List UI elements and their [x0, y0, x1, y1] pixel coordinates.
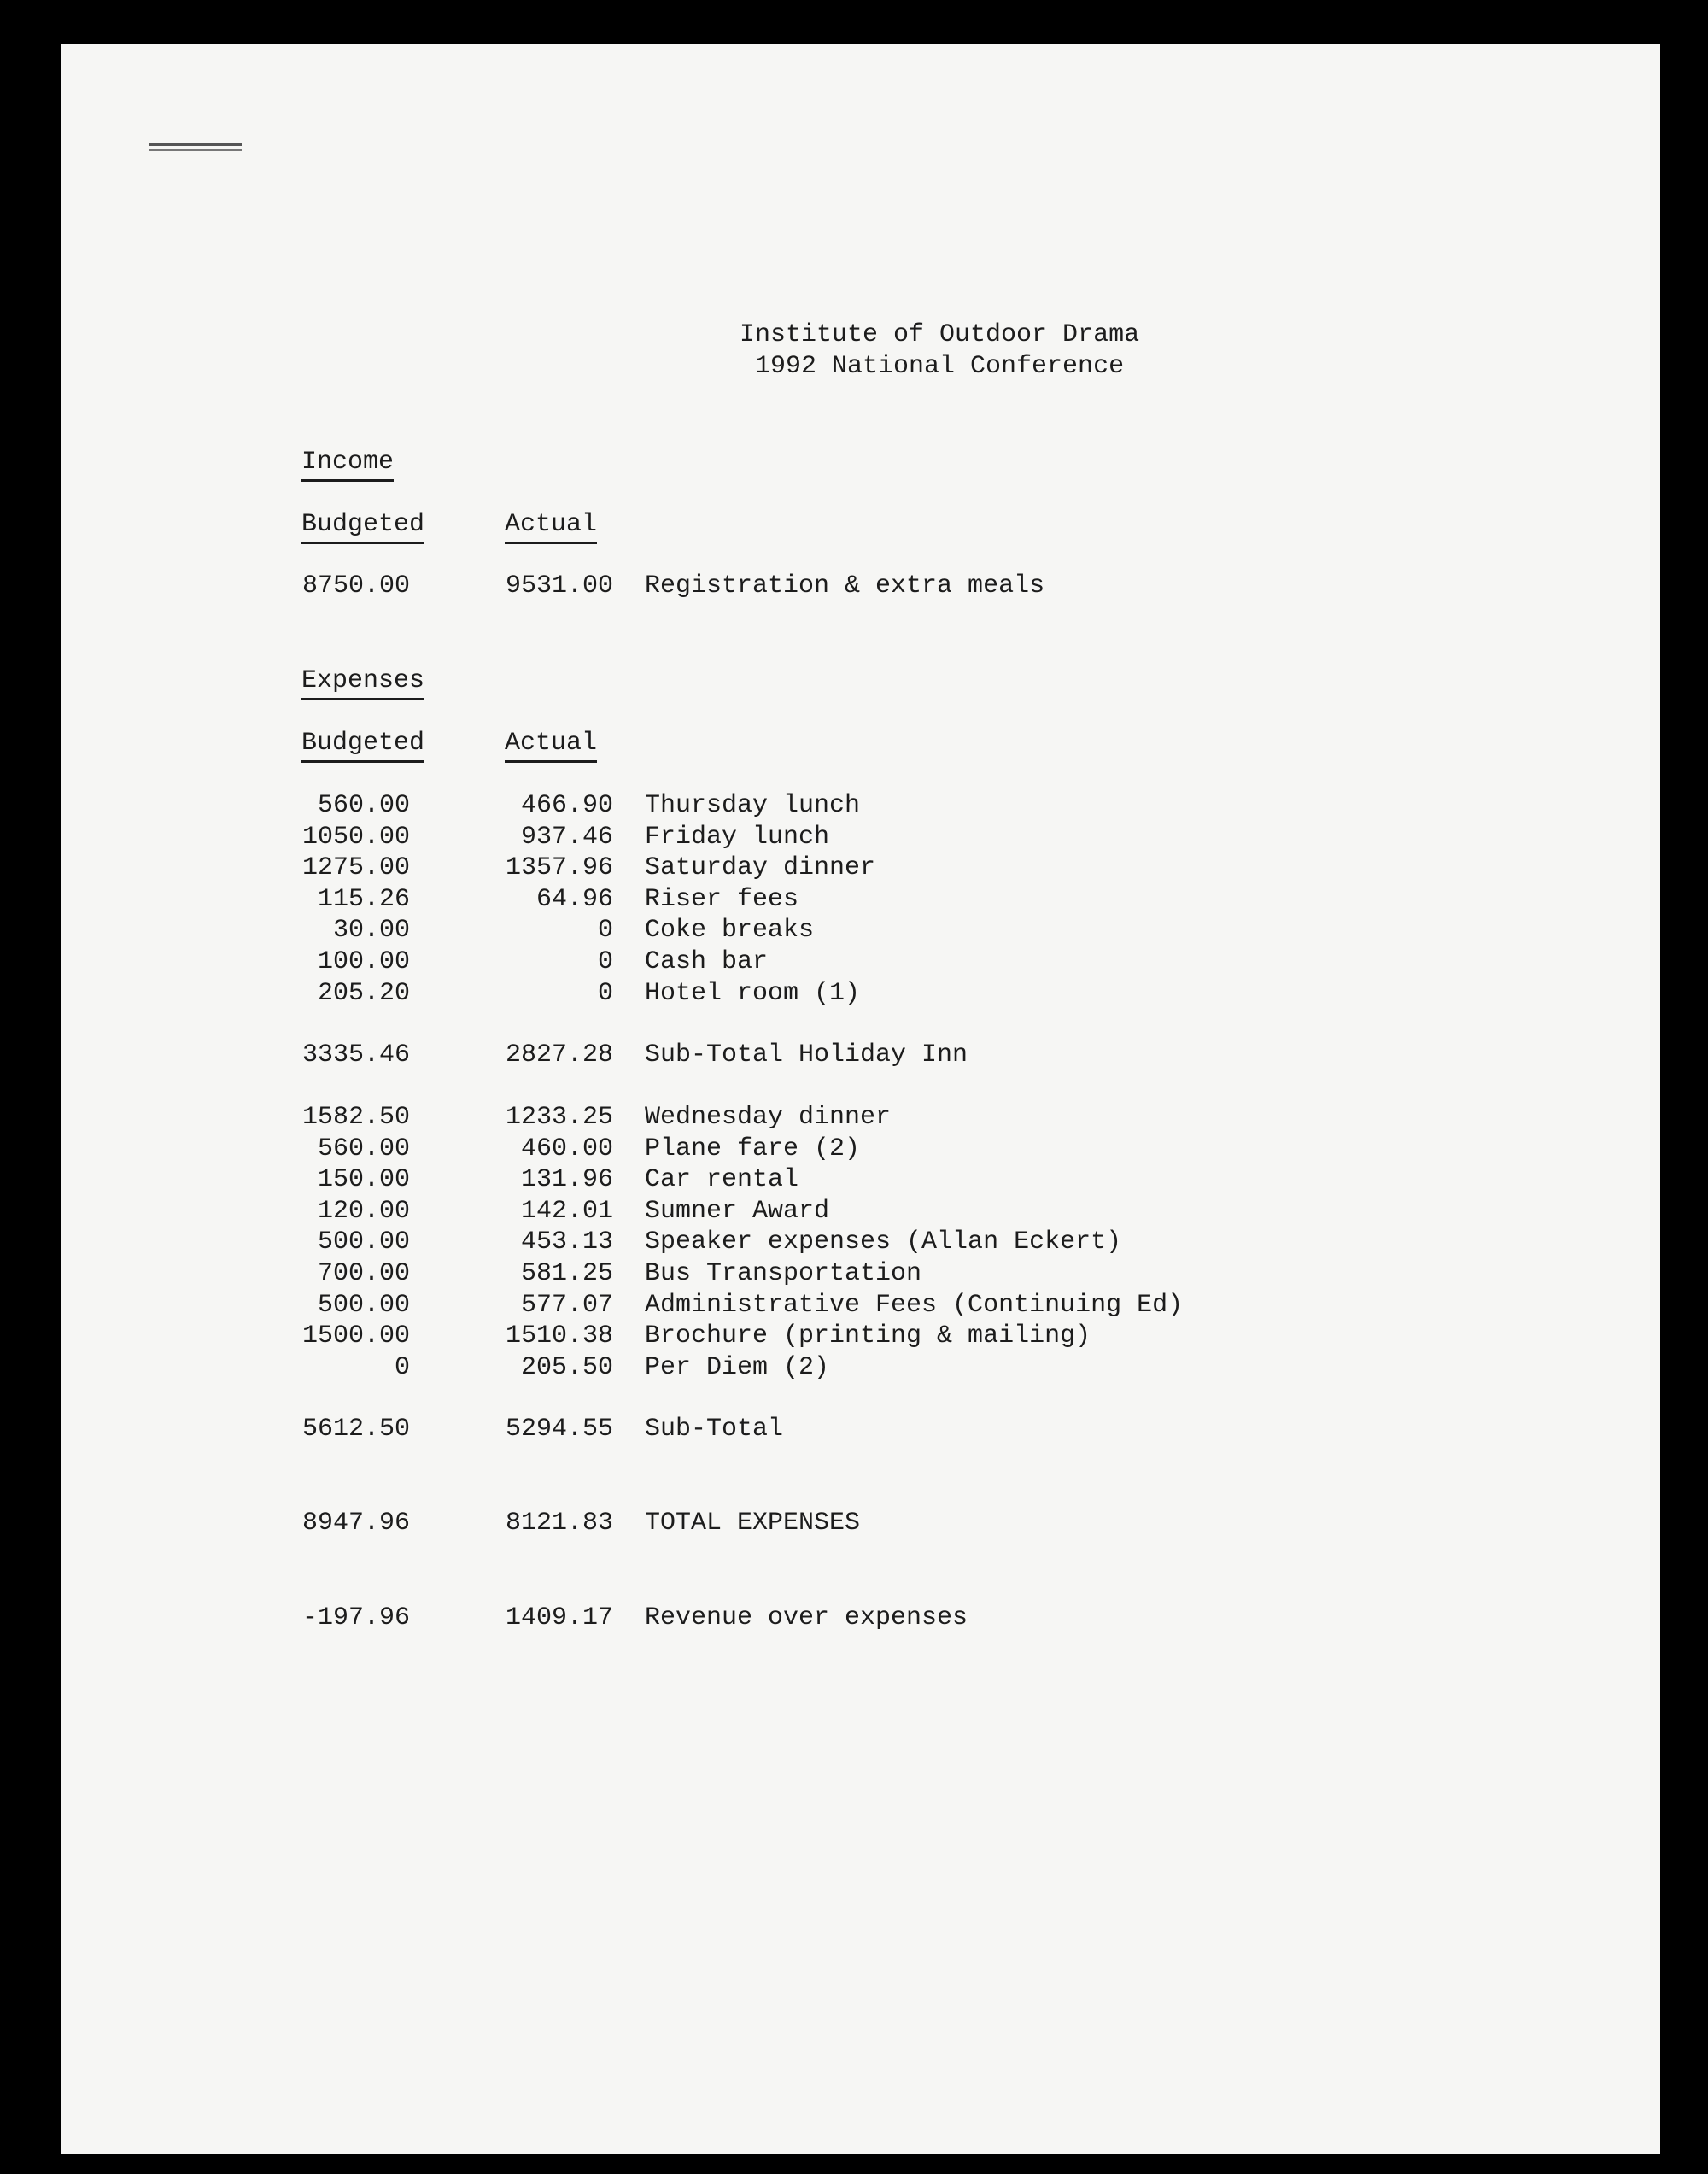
- expense-row-actual: 0: [597, 979, 613, 1008]
- expense-row-budgeted: 115.26: [317, 885, 410, 914]
- subtotal-row-budgeted: 5612.50: [301, 1415, 410, 1444]
- subtotal-holiday-inn-row-budgeted: 3335.46: [301, 1040, 410, 1069]
- expense-row-budgeted: 100.00: [317, 947, 410, 976]
- expense-row-desc: Speaker expenses (Allan Eckert): [645, 1228, 1122, 1257]
- expense-row-budgeted: 560.00: [317, 1134, 410, 1163]
- subtotal-holiday-inn-row-actual: 2827.28: [505, 1040, 613, 1069]
- income-heading: Income: [301, 447, 394, 482]
- income-col-actual: Actual: [505, 509, 597, 544]
- expenses-col-budgeted: Budgeted: [301, 728, 424, 763]
- expense-row-actual: 1357.96: [505, 853, 613, 882]
- subtotal-holiday-inn-row-desc: Sub-Total Holiday Inn: [645, 1040, 968, 1069]
- expense-row-budgeted: 120.00: [317, 1197, 410, 1226]
- doc-subtitle: 1992 National Conference: [755, 352, 1125, 381]
- expense-row-budgeted: 500.00: [317, 1228, 410, 1257]
- total-expenses-row-desc: TOTAL EXPENSES: [645, 1509, 861, 1538]
- expense-row-budgeted: 205.20: [317, 979, 410, 1008]
- total-expenses-row-budgeted: 8947.96: [301, 1509, 410, 1538]
- expense-row-desc: Riser fees: [645, 885, 799, 914]
- subtotal-row-desc: Sub-Total: [645, 1415, 784, 1444]
- expense-row-desc: Cash bar: [645, 947, 769, 976]
- expense-row-budgeted: 500.00: [317, 1291, 410, 1320]
- expense-row-actual: 466.90: [520, 791, 613, 820]
- expense-row-actual: 64.96: [535, 885, 613, 914]
- expense-row-actual: 937.46: [520, 823, 613, 852]
- expense-row-desc: Wednesday dinner: [645, 1103, 892, 1132]
- expense-row-desc: Saturday dinner: [645, 853, 876, 882]
- expense-row-actual: 460.00: [520, 1134, 613, 1163]
- expense-row-desc: Per Diem (2): [645, 1353, 830, 1382]
- expense-row-actual: 0: [597, 947, 613, 976]
- expense-row-actual: 577.07: [520, 1291, 613, 1320]
- expenses-col-actual: Actual: [505, 728, 597, 763]
- income-row-desc: Registration & extra meals: [645, 571, 1045, 601]
- expense-row-desc: Administrative Fees (Continuing Ed): [645, 1291, 1184, 1320]
- expense-row-budgeted: 1275.00: [301, 853, 410, 882]
- expense-row-budgeted: 1050.00: [301, 823, 410, 852]
- expense-row-desc: Sumner Award: [645, 1197, 830, 1226]
- expense-row-actual: 1233.25: [505, 1103, 613, 1132]
- revenue-over-expenses-row-budgeted: -197.96: [301, 1603, 410, 1632]
- staple-mark: [149, 143, 242, 151]
- expense-row-desc: Coke breaks: [645, 916, 815, 945]
- expense-row-budgeted: 0: [394, 1353, 410, 1382]
- expense-row-desc: Car rental: [645, 1165, 799, 1194]
- income-row-actual: 9531.00: [505, 571, 613, 601]
- expense-row-budgeted: 1500.00: [301, 1321, 410, 1351]
- expense-row-actual: 581.25: [520, 1259, 613, 1288]
- expense-row-budgeted: 30.00: [332, 916, 410, 945]
- expense-row-desc: Thursday lunch: [645, 791, 861, 820]
- expense-row-actual: 131.96: [520, 1165, 613, 1194]
- paper-edge: [1660, 44, 1708, 2154]
- doc-title: Institute of Outdoor Drama: [740, 320, 1140, 349]
- expense-row-budgeted: 700.00: [317, 1259, 410, 1288]
- expense-row-budgeted: 1582.50: [301, 1103, 410, 1132]
- expense-row-actual: 0: [597, 916, 613, 945]
- expense-row-desc: Friday lunch: [645, 823, 830, 852]
- expense-row-desc: Bus Transportation: [645, 1259, 922, 1288]
- expense-row-budgeted: 560.00: [317, 791, 410, 820]
- expense-row-actual: 142.01: [520, 1197, 613, 1226]
- total-expenses-row-actual: 8121.83: [505, 1509, 613, 1538]
- income-row-budgeted: 8750.00: [301, 571, 410, 601]
- expense-row-actual: 453.13: [520, 1228, 613, 1257]
- expense-row-budgeted: 150.00: [317, 1165, 410, 1194]
- revenue-over-expenses-row-desc: Revenue over expenses: [645, 1603, 968, 1632]
- income-col-budgeted: Budgeted: [301, 509, 424, 544]
- expenses-heading: Expenses: [301, 665, 424, 700]
- expense-row-actual: 205.50: [520, 1353, 613, 1382]
- expense-row-actual: 1510.38: [505, 1321, 613, 1351]
- expense-row-desc: Plane fare (2): [645, 1134, 861, 1163]
- revenue-over-expenses-row-actual: 1409.17: [505, 1603, 613, 1632]
- expense-row-desc: Hotel room (1): [645, 979, 861, 1008]
- subtotal-row-actual: 5294.55: [505, 1415, 613, 1444]
- expense-row-desc: Brochure (printing & mailing): [645, 1321, 1091, 1351]
